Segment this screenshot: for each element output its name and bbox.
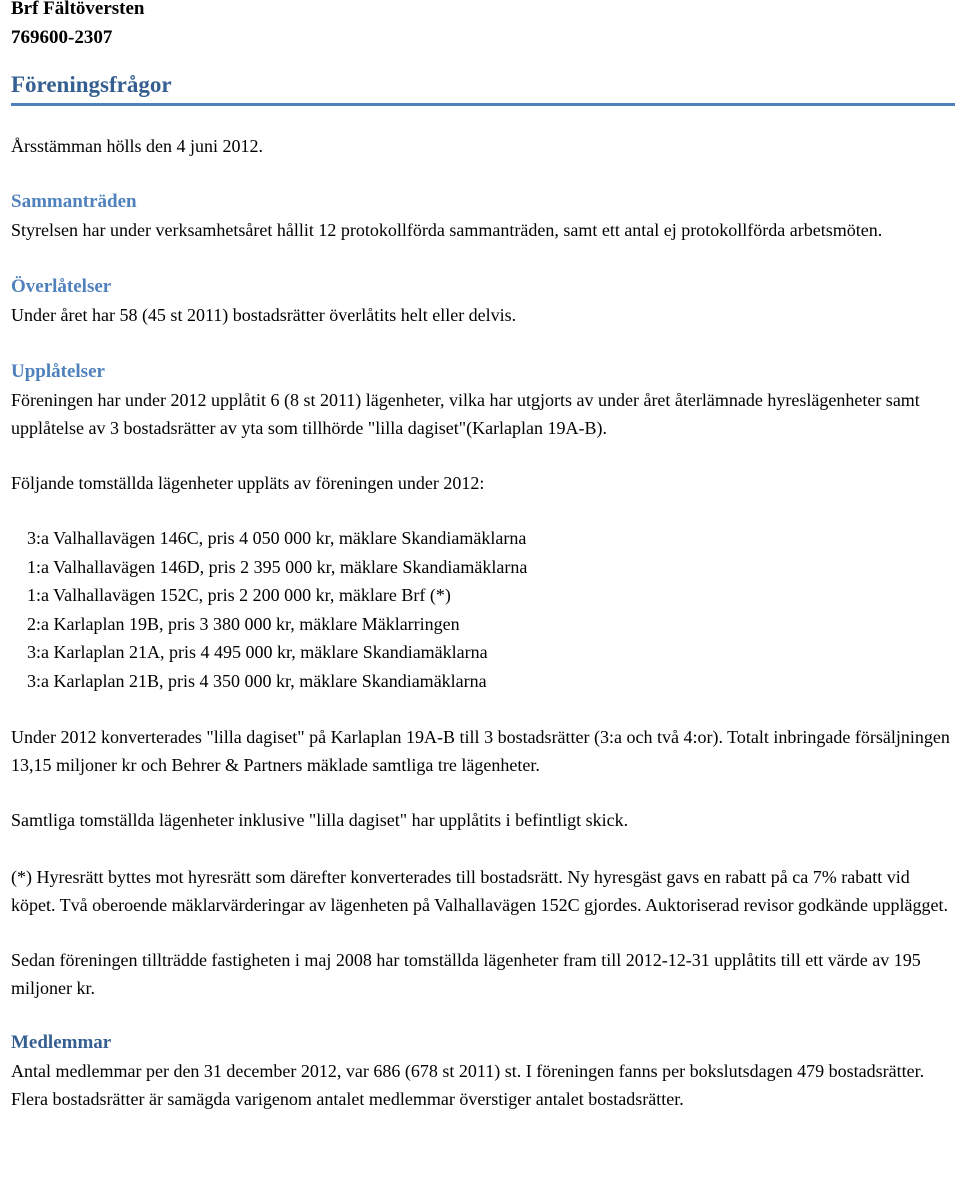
apartment-list <box>11 524 956 695</box>
footnote-text: (*) Hyresrätt byttes mot hyresrätt som därefter konverterades till bostadsrätt. Ny hyresgäst gavs en rabatt på ca 7% rabatt vid köpet. Två oberoende mäklarvärderingar av lägenheten på Valhallavägen 152C gjordes. Auktoriserad revisor godkände upplägget. <box>11 867 949 915</box>
section-title-block <box>11 69 955 106</box>
organization-number: 769600-2307 <box>11 27 113 48</box>
upplatelser-text: Föreningen har under 2012 upplåtit 6 (8 st 2011) lägenheter, vilka har utgjorts av under året återlämnade hyreslägenheter samt upplåtelse av 3 bostadsrätter av yta som tillhörde "lilla dagiset"(Karlaplan 19A-B). <box>11 390 920 438</box>
document-page <box>11 0 956 1113</box>
list-item: 3:a Karlaplan 21B, pris 4 350 000 kr, mäklare Skandiamäklarna <box>27 670 487 691</box>
annual-meeting-text: Årsstämman hölls den 4 juni 2012. <box>11 136 263 156</box>
overlatelser-text: Under året har 58 (45 st 2011) bostadsrätter överlåtits helt eller delvis. <box>11 305 517 325</box>
heading-sammantraden: Sammanträden <box>11 191 137 212</box>
list-item: 1:a Valhallavägen 152C, pris 2 200 000 kr, mäklare Brf (*) <box>27 585 451 605</box>
apartment-list-intro: Följande tomställda lägenheter uppläts av föreningen under 2012: <box>11 473 485 493</box>
organization-name: Brf Fältöversten <box>11 0 145 19</box>
heading-medlemmar: Medlemmar <box>11 1032 112 1053</box>
list-item: 3:a Valhallavägen 146C, pris 4 050 000 kr, mäklare Skandiamäklarna <box>27 528 527 548</box>
medlemmar-text: Antal medlemmar per den 31 december 2012, var 686 (678 st 2011) st. I föreningen fanns per bokslutsdagen 479 bostadsrätter. Flera bostadsrätter är samägda varigenom antalet medlemmar överstiger antalet bostadsrätter. <box>11 1061 925 1109</box>
condition-text: Samtliga tomställda lägenheter inklusive "lilla dagiset" har upplåtits i befintligt skick. <box>11 810 629 830</box>
list-item: 3:a Karlaplan 21A, pris 4 495 000 kr, mäklare Skandiamäklarna <box>27 642 488 662</box>
sammantraden-text: Styrelsen har under verksamhetsåret hållit 12 protokollförda sammanträden, samt ett antal ej protokollförda arbetsmöten. <box>11 220 883 240</box>
total-value-text: Sedan föreningen tillträdde fastigheten i maj 2008 har tomställda lägenheter fram till 2012-12-31 upplåtits till ett värde av 195 miljoner kr. <box>11 950 921 998</box>
list-item: 2:a Karlaplan 19B, pris 3 380 000 kr, mäklare Mäklarringen <box>27 613 460 634</box>
heading-overlatelser: Överlåtelser <box>11 276 112 297</box>
heading-upplatelser: Upplåtelser <box>11 361 105 382</box>
section-title: Föreningsfrågor <box>11 72 172 97</box>
conversion-text: Under 2012 konverterades "lilla dagiset" på Karlaplan 19A-B till 3 bostadsrätter (3:a och två 4:or). Totalt inbringade försäljningen 13,15 miljoner kr och Behrer & Partners mäklade samtliga tre lägenheter. <box>11 727 950 775</box>
list-item: 1:a Valhallavägen 146D, pris 2 395 000 kr, mäklare Skandiamäklarna <box>27 556 528 577</box>
